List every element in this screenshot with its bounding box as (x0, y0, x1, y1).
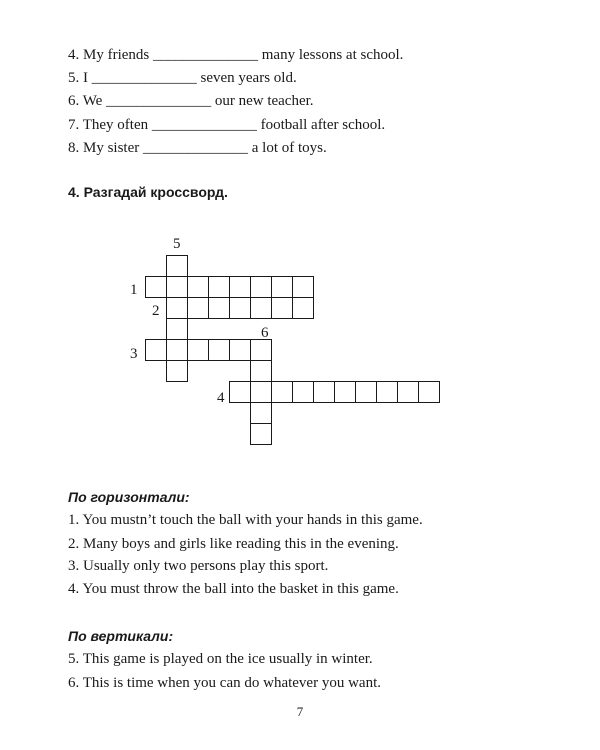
blank: ______________ (151, 117, 257, 133)
crossword-cell[interactable] (229, 381, 251, 403)
crossword-cell[interactable] (397, 381, 419, 403)
crossword-cell[interactable] (229, 339, 251, 361)
sentence-8: 8. My sister ______________ a lot of toys. (68, 140, 327, 156)
crossword-cell[interactable] (334, 381, 356, 403)
crossword-cell[interactable] (250, 339, 272, 361)
blank: ______________ (153, 47, 258, 63)
crossword-cell[interactable] (250, 297, 272, 319)
crossword-cell[interactable] (355, 381, 377, 403)
down-clue-5: 5. This game is played on the ice usually in winter. (68, 651, 373, 667)
crossword-cell[interactable] (418, 381, 440, 403)
clue-number-6: 6 (261, 325, 269, 341)
crossword-cell[interactable] (166, 297, 188, 319)
crossword-cell[interactable] (166, 318, 188, 340)
sentence-6: 6. We ______________ our new teacher. (68, 93, 314, 109)
blank: ______________ (106, 93, 212, 109)
crossword-cell[interactable] (166, 339, 188, 361)
across-clue-4: 4. You must throw the ball into the basket in this game. (68, 581, 399, 597)
sentence-5: 5. I ______________ seven years old. (68, 70, 297, 86)
crossword-cell[interactable] (166, 255, 188, 277)
clue-number-3: 3 (130, 346, 138, 362)
sentence-7: 7. They often ______________ football after school. (68, 117, 386, 133)
crossword-cell[interactable] (250, 276, 272, 298)
crossword-cell[interactable] (313, 381, 335, 403)
crossword-cell[interactable] (271, 297, 293, 319)
crossword-cell[interactable] (208, 339, 230, 361)
crossword-cell[interactable] (250, 423, 272, 445)
crossword-cell[interactable] (292, 276, 314, 298)
crossword-cell[interactable] (145, 276, 167, 298)
crossword-cell[interactable] (250, 360, 272, 382)
crossword-cell[interactable] (208, 276, 230, 298)
crossword-cell[interactable] (187, 276, 209, 298)
crossword-cell[interactable] (187, 339, 209, 361)
crossword-cell[interactable] (145, 339, 167, 361)
clue-number-2: 2 (152, 303, 160, 319)
clue-number-4: 4 (217, 390, 225, 406)
crossword-cell[interactable] (229, 276, 251, 298)
across-clue-2: 2. Many boys and girls like reading this in the evening. (68, 536, 399, 552)
crossword-cell[interactable] (229, 297, 251, 319)
sentence-4: 4. My friends ______________ many lessons at school. (68, 47, 404, 63)
across-clue-3: 3. Usually only two persons play this sport. (68, 558, 329, 574)
across-clue-1: 1. You mustn’t touch the ball with your hands in this game. (68, 512, 423, 528)
crossword-cell[interactable] (271, 381, 293, 403)
page-number: 7 (296, 704, 304, 719)
crossword-cell[interactable] (376, 381, 398, 403)
blank: ______________ (91, 70, 197, 86)
exercise-title: 4. Разгадай кроссворд. (68, 184, 228, 200)
blank: ______________ (143, 140, 248, 156)
crossword-cell[interactable] (271, 276, 293, 298)
crossword-cell[interactable] (166, 276, 188, 298)
crossword-cell[interactable] (250, 381, 272, 403)
crossword-cell[interactable] (208, 297, 230, 319)
down-heading: По вертикали: (68, 628, 174, 644)
crossword-cell[interactable] (250, 402, 272, 424)
across-heading: По горизонтали: (68, 489, 190, 505)
clue-number-5: 5 (173, 236, 181, 252)
crossword-cell[interactable] (292, 381, 314, 403)
crossword-cell[interactable] (292, 297, 314, 319)
crossword-cell[interactable] (187, 297, 209, 319)
clue-number-1: 1 (130, 282, 138, 298)
down-clue-6: 6. This is time when you can do whatever you want. (68, 675, 381, 691)
crossword-cell[interactable] (166, 360, 188, 382)
